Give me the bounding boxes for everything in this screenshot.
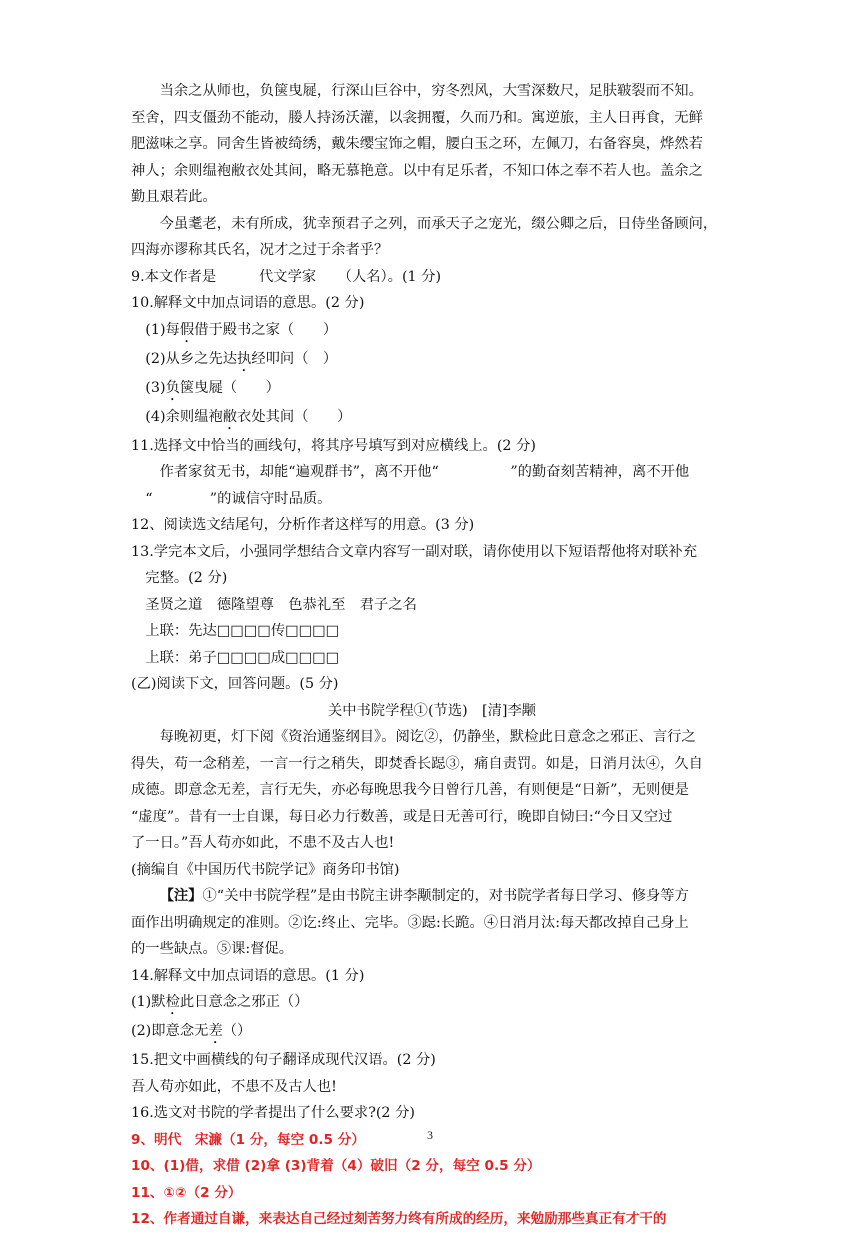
question-11-stem: 11.选择文中恰当的画线句，将其序号填写到对应横线上。(2 分) xyxy=(131,437,536,454)
passage-a-line: 今虽耄老，未有所成，犹幸预君子之列，而承天子之宠光，缀公卿之后，日侍坐备顾问， xyxy=(159,215,718,232)
note-line: 的一些缺点。⑤课:督促。 xyxy=(131,941,294,957)
dotted-word: 执 xyxy=(237,350,252,367)
question-10-stem: 10.解释文中加点词语的意思。(2 分) xyxy=(131,295,365,311)
question-10-item: (3)负箧曳屣（ ） xyxy=(145,379,280,396)
passage-a-line: 四海亦谬称其氏名，况才之过于余者乎？ xyxy=(131,242,389,258)
passage-b-line: 成德。即意念无差，言行无失，亦必每晚思我今日曾行几善，有则便是“日新”，无则便是 xyxy=(131,782,689,798)
dotted-word: 敝 xyxy=(222,408,238,425)
couplet-line: 上联：弟子□□□□成□□□□ xyxy=(145,649,340,666)
part-b-title: 关中书院学程①(节选) [清]李颙 xyxy=(327,702,537,719)
passage-a-line: 至舍，四支僵劲不能动，媵人持汤沃灌，以衾拥覆，久而乃和。寓逆旅，主人日再食，无鲜 xyxy=(131,109,703,126)
page-number: 3 xyxy=(427,1128,433,1142)
page-content xyxy=(131,78,733,1233)
question-14-stem: 14.解释文中加点词语的意思。(1 分) xyxy=(131,967,365,984)
note-line: 面作出明确规定的准则。②讫:终止、完毕。③跽:长跪。④日消月汰:每天都改掉自己身上 xyxy=(131,914,689,931)
answer-line: 9、明代 宋濂（1 分，每空 0.5 分） xyxy=(131,1131,365,1148)
part-b-intro: (乙)阅读下文，回答问题。(5 分) xyxy=(131,676,339,692)
answer-line: 10、(1)借，求借 (2)拿 (3)背着（4）破旧（2 分，每空 0.5 分） xyxy=(131,1158,541,1174)
question-12: 12、阅读选文结尾句，分析作者这样写的用意。(3 分) xyxy=(131,517,475,533)
passage-b-line: 每晚初更，灯下阅《资治通鉴纲目》。阅讫②，仍静坐，默检此日意念之邪正、言行之 xyxy=(159,729,696,745)
question-14-item: (2)即意念无差（） xyxy=(131,1023,252,1039)
passage-a-line: 当余之从师也，负箧曳屣，行深山巨谷中，穷冬烈风，大雪深数尺，足肤皲裂而不知。 xyxy=(159,83,703,99)
question-13-stem: 完整。(2 分) xyxy=(145,570,228,586)
question-14-item: (1)默检此日意念之邪正（） xyxy=(131,994,309,1010)
passage-b-line: 了一日。”吾人苟亦如此，不患不及古人也! xyxy=(131,835,395,851)
passage-b-line: 得失，苟一念稍差，一言一行之稍失，即焚香长跽③，痛自责罚。如是，日消月汰④，久自 xyxy=(131,755,703,772)
passage-a-line: 肥滋味之享。同舍生皆被绮绣，戴朱缨宝饰之帽，腰白玉之环，左佩刀，右备容臭，烨然若 xyxy=(131,136,703,152)
couplet-line: 上联：先达□□□□传□□□□ xyxy=(145,623,340,639)
question-15-sentence: 吾人苟亦如此，不患不及古人也! xyxy=(131,1078,337,1095)
dotted-word: 差 xyxy=(208,1023,223,1039)
answer-line: 12、作者通过自谦，来表达自己经过刻苦努力终有所成的经历，来勉励那些真正有才干的 xyxy=(131,1211,667,1227)
dotted-word: 负 xyxy=(165,379,180,396)
question-9: 9.本文作者是 代文学家 （人名）。(1 分) xyxy=(131,268,442,285)
dotted-word: 假 xyxy=(179,321,195,338)
passage-a-line: 神人；余则缊袍敝衣处其间，略无慕艳意。以中有足乐者，不知口体之奉不若人也。盖余之 xyxy=(131,162,703,179)
passage-b-source: (摘编自《中国历代书院学记》商务印书馆) xyxy=(131,861,400,878)
question-13-stem: 13.学完本文后，小强同学想结合文章内容写一副对联，请你使用以下短语帮他将对联补充 xyxy=(131,543,698,560)
question-13-phrases: 圣贤之道 德隆望尊 色恭礼至 君子之名 xyxy=(145,596,417,613)
question-11-line: “ ”的诚信守时品质。 xyxy=(145,490,332,507)
dotted-word: 检 xyxy=(165,994,180,1010)
note-line: 【注】①“关中书院学程”是由书院主讲李颙制定的，对书院学者每日学习、修身等方 xyxy=(159,888,689,904)
passage-b-line: “虚度”。昔有一士自课，每日必力行数善，或是日无善可行，晚即自恸曰:“今日又空过 xyxy=(131,808,673,825)
question-11-line: 作者家贫无书，却能“遍观群书”，离不开他“ ”的勤奋刻苦精神，离不开他 xyxy=(159,464,690,480)
question-16: 16.选文对书院的学者提出了什么要求?(2 分) xyxy=(131,1105,415,1121)
passage-a-line: 勤且艰若此。 xyxy=(131,189,217,205)
question-15-stem: 15.把文中画横线的句子翻译成现代汉语。(2 分) xyxy=(131,1052,436,1068)
note-label: 【注】 xyxy=(159,888,203,904)
question-10-item: (2)从乡之先达执经叩问（ ） xyxy=(145,350,338,367)
question-10-item: (1)每假借于殿书之家（ ） xyxy=(145,321,338,338)
question-10-item: (4)余则缊袍敝衣处其间（ ） xyxy=(145,408,352,425)
answer-line: 11、①②（2 分） xyxy=(131,1184,242,1201)
